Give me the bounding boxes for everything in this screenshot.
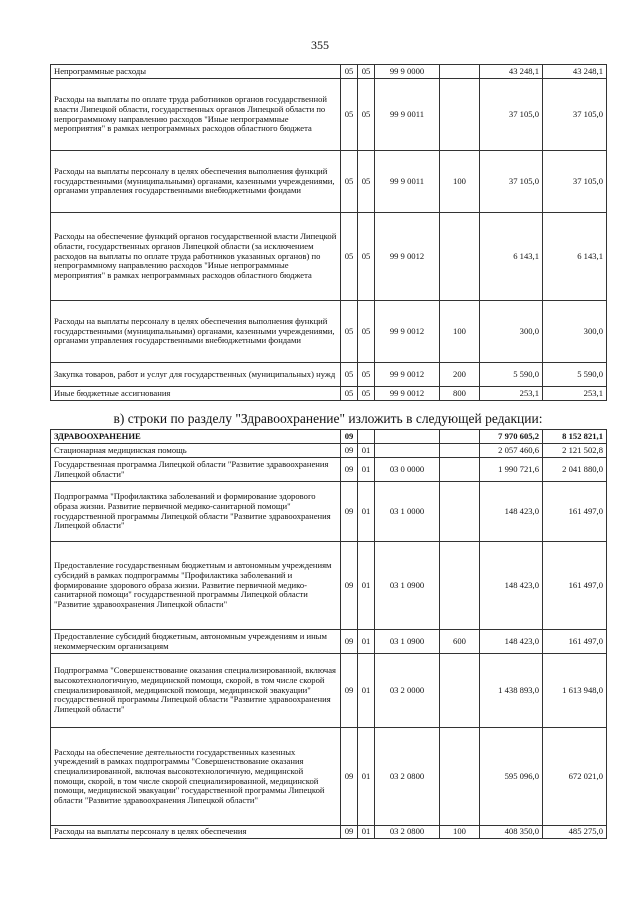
- row-target-article-code: 03 2 0800: [375, 826, 440, 839]
- row-amount-year-2: 43 248,1: [543, 65, 607, 79]
- table-row: [51, 151, 607, 213]
- row-name: Расходы на выплаты по оплате труда работников органов государственной власти Липецкой области, государственных органов Липецкой области по непрограммному направлению расходов "Иные непрограммные мероприятия" в рамках непрограммных расходов областного бюджета: [51, 79, 341, 151]
- row-target-article-code: 99 9 0012: [375, 387, 440, 401]
- row-subsection-code: 01: [358, 458, 375, 482]
- table-row: [51, 542, 607, 630]
- row-section-code: 09: [341, 826, 358, 839]
- row-section-code: 09: [341, 430, 358, 444]
- row-expense-type-code: [440, 444, 480, 458]
- table-row: [51, 79, 607, 151]
- row-amount-year-2: 5 590,0: [543, 363, 607, 387]
- row-subsection-code: 05: [358, 79, 375, 151]
- table-row: [51, 482, 607, 542]
- row-name: Расходы на выплаты персоналу в целях обеспечения: [51, 826, 341, 839]
- row-amount-year-1: 5 590,0: [480, 363, 543, 387]
- row-target-article-code: 03 1 0900: [375, 630, 440, 654]
- row-target-article-code: 99 9 0011: [375, 151, 440, 213]
- row-name: Расходы на выплаты персоналу в целях обеспечения выполнения функций государственными (муниципальными) органами, казенными учреждениями, органами управления государственными внебюджетными фондами: [51, 151, 341, 213]
- row-name: Предоставление субсидий бюджетным, автономным учреждениям и иным некоммерческим организациям: [51, 630, 341, 654]
- row-expense-type-code: [440, 65, 480, 79]
- row-name: Непрограммные расходы: [51, 65, 341, 79]
- row-expense-type-code: [440, 542, 480, 630]
- row-amount-year-1: 595 096,0: [480, 728, 543, 826]
- table-row: [51, 363, 607, 387]
- row-amount-year-1: 7 970 605,2: [480, 430, 543, 444]
- row-name: Подпрограмма "Совершенствование оказания специализированной, включая высокотехнологичную, медицинской помощи, скорой, в том числе скорой специализированной, медицинской помощи, медицинской эвакуации" государственной программы Липецкой области "Развитие здравоохранения Липецкой области": [51, 654, 341, 728]
- row-target-article-code: 99 9 0012: [375, 213, 440, 301]
- row-expense-type-code: [440, 728, 480, 826]
- row-amount-year-1: 148 423,0: [480, 542, 543, 630]
- row-amount-year-2: 253,1: [543, 387, 607, 401]
- row-target-article-code: [375, 444, 440, 458]
- row-target-article-code: 03 2 0000: [375, 654, 440, 728]
- row-amount-year-1: 37 105,0: [480, 151, 543, 213]
- row-amount-year-1: 2 057 460,6: [480, 444, 543, 458]
- row-name: Расходы на выплаты персоналу в целях обеспечения выполнения функций государственными (муниципальными) органами, казенными учреждениями, органами управления государственными внебюджетными фондами: [51, 301, 341, 363]
- row-amount-year-1: 1 990 721,6: [480, 458, 543, 482]
- row-amount-year-2: 37 105,0: [543, 79, 607, 151]
- row-section-code: 05: [341, 65, 358, 79]
- page-number: 355: [311, 38, 329, 52]
- row-section-code: 05: [341, 363, 358, 387]
- row-section-code: 09: [341, 542, 358, 630]
- row-target-article-code: 03 2 0800: [375, 728, 440, 826]
- row-amount-year-2: 6 143,1: [543, 213, 607, 301]
- table-row: [51, 728, 607, 826]
- row-subsection-code: 01: [358, 444, 375, 458]
- row-name: Государственная программа Липецкой области "Развитие здравоохранения Липецкой области": [51, 458, 341, 482]
- row-target-article-code: [375, 430, 440, 444]
- row-amount-year-2: 161 497,0: [543, 482, 607, 542]
- row-target-article-code: 99 9 0012: [375, 363, 440, 387]
- row-name: Стационарная медицинская помощь: [51, 444, 341, 458]
- row-section-code: 05: [341, 213, 358, 301]
- row-subsection-code: 05: [358, 65, 375, 79]
- row-expense-type-code: 100: [440, 151, 480, 213]
- row-amount-year-1: 148 423,0: [480, 482, 543, 542]
- row-target-article-code: 99 9 0000: [375, 65, 440, 79]
- row-subsection-code: 01: [358, 728, 375, 826]
- row-subsection-code: 05: [358, 387, 375, 401]
- row-target-article-code: 99 9 0011: [375, 79, 440, 151]
- row-name: Расходы на обеспечение функций органов государственной власти Липецкой области, государственных органов Липецкой области (за исключением расходов на выплаты по оплате труда работников указанных органов) по непрограммному направлению расходов "Иные непрограммные мероприятия" в рамках непрограммных расходов областного бюджета: [51, 213, 341, 301]
- row-amount-year-1: 300,0: [480, 301, 543, 363]
- row-section-code: 09: [341, 630, 358, 654]
- row-amount-year-2: 672 021,0: [543, 728, 607, 826]
- row-amount-year-1: 253,1: [480, 387, 543, 401]
- row-section-code: 09: [341, 444, 358, 458]
- row-section-code: 05: [341, 151, 358, 213]
- row-expense-type-code: 200: [440, 363, 480, 387]
- row-amount-year-2: 161 497,0: [543, 542, 607, 630]
- budget-table-healthcare: [50, 429, 607, 839]
- row-amount-year-2: 2 121 502,8: [543, 444, 607, 458]
- row-subsection-code: 05: [358, 151, 375, 213]
- row-section-code: 09: [341, 654, 358, 728]
- table-row: [51, 213, 607, 301]
- table-row: [51, 826, 607, 839]
- row-expense-type-code: 100: [440, 826, 480, 839]
- row-subsection-code: 05: [358, 301, 375, 363]
- row-amount-year-1: 43 248,1: [480, 65, 543, 79]
- table-row: [51, 301, 607, 363]
- row-name: Расходы на обеспечение деятельности государственных казенных учреждений в рамках подпрограммы "Совершенствование оказания специализированной, включая высокотехнологичную, медицинской помощи, скорой, в том числе скорой специализированной, медицинской помощи, медицинской эвакуации" государственной программы Липецкой области "Развитие здравоохранения Липецкой области": [51, 728, 341, 826]
- row-subsection-code: 01: [358, 826, 375, 839]
- row-subsection-code: [358, 430, 375, 444]
- row-target-article-code: 99 9 0012: [375, 301, 440, 363]
- row-amount-year-2: 300,0: [543, 301, 607, 363]
- row-amount-year-2: 8 152 821,1: [543, 430, 607, 444]
- row-expense-type-code: 100: [440, 301, 480, 363]
- row-expense-type-code: [440, 430, 480, 444]
- row-amount-year-2: 37 105,0: [543, 151, 607, 213]
- row-expense-type-code: [440, 213, 480, 301]
- row-expense-type-code: [440, 458, 480, 482]
- row-expense-type-code: [440, 79, 480, 151]
- row-section-code: 05: [341, 387, 358, 401]
- row-target-article-code: 03 1 0000: [375, 482, 440, 542]
- table-row: [51, 458, 607, 482]
- budget-table-section-05: [50, 64, 607, 401]
- row-subsection-code: 01: [358, 630, 375, 654]
- table-row: [51, 387, 607, 401]
- table-row: [51, 654, 607, 728]
- row-amount-year-2: 161 497,0: [543, 630, 607, 654]
- row-amount-year-2: 485 275,0: [543, 826, 607, 839]
- table-row: [51, 444, 607, 458]
- row-section-code: 05: [341, 79, 358, 151]
- row-amount-year-1: 408 350,0: [480, 826, 543, 839]
- row-expense-type-code: 800: [440, 387, 480, 401]
- row-section-code: 09: [341, 458, 358, 482]
- row-subsection-code: 01: [358, 654, 375, 728]
- table-row: [51, 430, 607, 444]
- row-amount-year-1: 37 105,0: [480, 79, 543, 151]
- row-section-code: 09: [341, 728, 358, 826]
- row-name: ЗДРАВООХРАНЕНИЕ: [51, 430, 341, 444]
- row-amount-year-1: 148 423,0: [480, 630, 543, 654]
- table-row: [51, 630, 607, 654]
- row-amount-year-1: 6 143,1: [480, 213, 543, 301]
- table-row: [51, 65, 607, 79]
- row-name: Иные бюджетные ассигнования: [51, 387, 341, 401]
- row-subsection-code: 05: [358, 363, 375, 387]
- row-name: Подпрограмма "Профилактика заболеваний и формирование здорового образа жизни. Развитие первичной медико-санитарной помощи" государственной программы Липецкой области "Развитие здравоохранения Липецкой области": [51, 482, 341, 542]
- row-subsection-code: 01: [358, 542, 375, 630]
- row-subsection-code: 01: [358, 482, 375, 542]
- row-subsection-code: 05: [358, 213, 375, 301]
- row-amount-year-1: 1 438 893,0: [480, 654, 543, 728]
- row-amount-year-2: 1 613 948,0: [543, 654, 607, 728]
- row-section-code: 05: [341, 301, 358, 363]
- row-section-code: 09: [341, 482, 358, 542]
- row-target-article-code: 03 1 0900: [375, 542, 440, 630]
- row-name: Предоставление государственным бюджетным и автономным учреждениям субсидий в рамках подпрограммы "Профилактика заболеваний и формирование здорового образа жизни. Развитие первичной медико-санитарной помощи" государственной программы Липецкой области "Развитие здравоохранения Липецкой области": [51, 542, 341, 630]
- section-caption: в) строки по разделу "Здравоохранение" изложить в следующей редакции:: [113, 411, 543, 426]
- row-name: Закупка товаров, работ и услуг для государственных (муниципальных) нужд: [51, 363, 341, 387]
- row-expense-type-code: [440, 654, 480, 728]
- row-expense-type-code: 600: [440, 630, 480, 654]
- row-expense-type-code: [440, 482, 480, 542]
- row-target-article-code: 03 0 0000: [375, 458, 440, 482]
- row-amount-year-2: 2 041 880,0: [543, 458, 607, 482]
